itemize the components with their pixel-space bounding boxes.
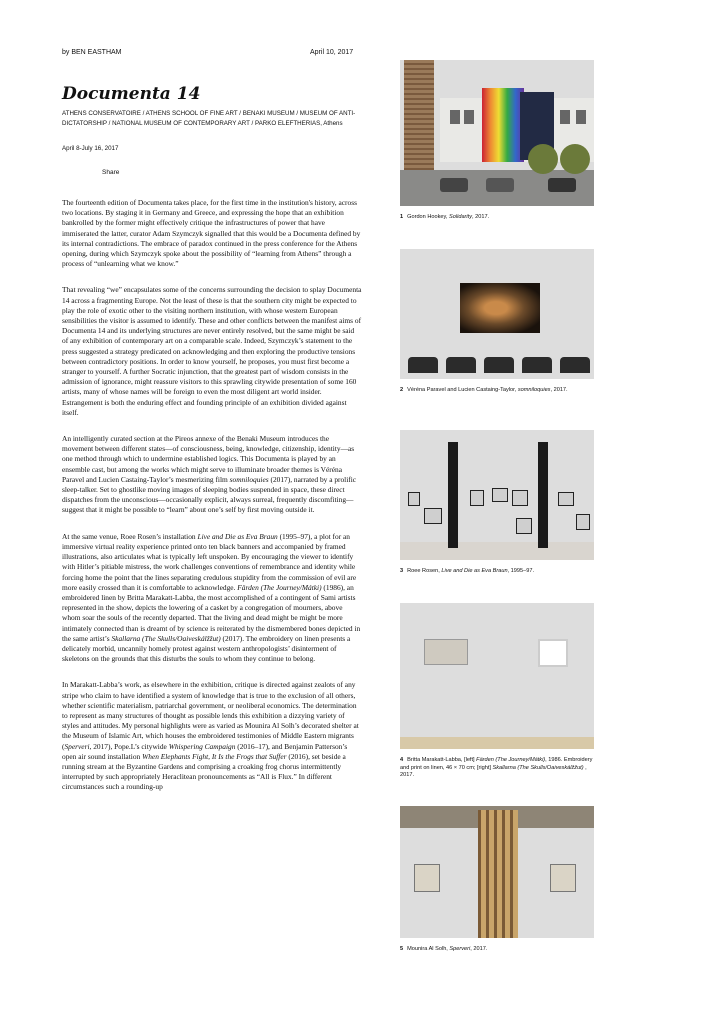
figure-1-image[interactable] <box>400 60 594 206</box>
paragraph-3 <box>62 434 362 516</box>
framed-illustration <box>558 492 574 506</box>
figure-5-caption <box>400 946 594 954</box>
caption-title: Skallarna (The Skulls/Oaiveskálžžut) <box>492 764 584 771</box>
exhibition-dates: April 8-July 16, 2017 <box>62 145 119 152</box>
shelter-structure <box>478 810 518 938</box>
figure-2 <box>400 249 594 395</box>
text-span: (2017). The embroidery on linen presents a delicately morbid, uncannily homely protest against western anthropologists’ disinterment of skeletons on the grounds that this disturbs the souls to whom they continue to belong. <box>62 633 351 664</box>
paragraph-4 <box>62 532 362 665</box>
seat <box>484 357 514 373</box>
work-title: somniloquies <box>229 474 269 484</box>
figure-5 <box>400 806 594 954</box>
tree <box>560 144 590 174</box>
work-title: Whispering Campaign <box>168 741 236 751</box>
text-span: In Marakatt-Labba’s work, as elsewhere in the exhibition, critique is directed against zealots of any stripe who claim to have identified a system of knowledge that is true to the exclusion of all others, whether scientific materialism, patriarchal government, or neoliberal economics. The determination to represent as many structures of thought as possible lends this exhibition a dizzying variety of styles and attitudes. My personal highlights were as varied as Mounira Al Solh’s decorated shelter at the Museum of Islamic Art, which houses the embroidered testimonies of Middle Eastern migrants ( <box>62 680 359 751</box>
work-title: When Elephants Fight, It Is the Frogs that Suffer <box>142 751 287 761</box>
car <box>548 178 576 192</box>
display-case <box>414 864 440 892</box>
text-span: (2017), narrated by a prolific sleep-talker. Set to ghostlike moving images of sleeping bodies suspended in space, these direct dispatches from the unconscious—occasionally explicit, always surreal, frequently discomfiting—suggest that it might be possible to “learn” about one’s self by first moving outside it. <box>62 474 357 515</box>
black-banner <box>448 442 458 548</box>
framed-illustration <box>492 488 508 502</box>
text-span: , 2017), Pope.L’s citywide <box>89 741 169 751</box>
framed-illustration <box>576 514 590 530</box>
work-title: Sperveri <box>64 741 90 751</box>
figure-number: 1 <box>400 214 404 220</box>
window <box>450 110 460 124</box>
caption-text: Britta Marakatt-Labba, [left] <box>407 757 477 763</box>
figure-5-image[interactable] <box>400 806 594 938</box>
figure-number: 5 <box>400 946 404 952</box>
paragraph-2: That revealing “we” encapsulates some of the concerns surrounding the decision to splay Documenta 14 across a fragmenting Europe. Not the least of these is that the southern city might be expected to play the role of exotic other to the visiting northern institution, with whose western European sensibilities the visitor is assumed to identify. These and other conflicts between the manifest aims of Documenta 14 and its underlying structures are never entirely resolved, but the same might be said of any exhibition of contemporary art on a comparable scale. Indeed, Szymczyk’s statement to the press suggested a strategy predicated on acknowledging and then exploring the productive tensions between contradictory positions. In order to know yourself, he proposes, you must first become a stranger to yourself. A further Socratic injunction, that the greatest part of wisdom consists in the admission of ignorance, might reassure visitors to this sprawling citywide presentation of some 160 artists, many of whose names will be foreign to even the most diligent art world insider. Estrangement is both the enduring effect and founding principle of an exhibition divided against itself. <box>62 285 362 417</box>
figure-3-caption <box>400 568 594 576</box>
caption-text: Mounira Al Solh, <box>407 946 450 952</box>
caption-text: , 2017. <box>472 214 490 220</box>
gallery-floor <box>400 737 594 749</box>
window <box>464 110 474 124</box>
seat <box>560 357 590 373</box>
gallery-floor <box>400 542 594 560</box>
publish-date: April 10, 2017 <box>310 49 354 56</box>
caption-text: Véréna Paravel and Lucien Castaing-Taylor, <box>407 387 518 393</box>
black-banner <box>538 442 548 548</box>
framed-illustration <box>516 518 532 534</box>
figure-3 <box>400 430 594 576</box>
share-button[interactable]: Share <box>102 169 120 176</box>
caption-title: Färden (The Journey/Mátki) <box>476 757 546 763</box>
paragraph-5 <box>62 680 362 792</box>
work-title: Färden (The Journey/Mátki) <box>237 582 322 592</box>
figure-3-image[interactable] <box>400 430 594 560</box>
caption-title: Live and Die as Eva Braun <box>441 568 508 574</box>
work-title: Skallarna (The Skulls/Oaiveskálžžut) <box>111 633 221 643</box>
rainbow-mural <box>482 88 524 162</box>
venue-list: ATHENS CONSERVATOIRE / ATHENS SCHOOL OF FINE ART / BENAKI MUSEUM / MUSEUM OF ANTI-DICTATORSHIP / NATIONAL MUSEUM OF CONTEMPORARY ART / PARKO ELEFTHERIAS, Athens <box>62 110 356 127</box>
text-span: (1995–97), a plot for an immersive virtual reality experience printed onto ten black banners and accompanied by framed illustrations, also articulates what is typically left unspoken. By encouraging the viewer to identify with Hitler’s pitiable mistress, the work challenges conventions of remembrance and identity while forcing home the point that the lines separating credulous stupidity from the commission of evil are more easily crossed than it is comfortable to acknowledge. <box>62 531 357 592</box>
display-case <box>550 864 576 892</box>
framed-illustration <box>512 490 528 506</box>
text-span: (1986), an embroidered linen by Britta Marakatt-Labba, the most accomplished of a contingent of Sami artists represented in the show, depicts the lowering of a casket by a congregation of mourners, above whom soar the souls of the recently departed. That the living and dead might be might be more intimately connected than is dreamt of by science is reiterated by the dismembered bones depicted in the same artist’s <box>62 582 361 643</box>
article-body <box>62 198 362 809</box>
text-span: An intelligently curated section at the Pireos annexe of the Benaki Museum introduces the movement between different states—of consciousness, being, knowledge, citizenship, identity—as one method through which to undermine established logics. This Documenta is played by an ensemble cast, but among the works which might serve to illuminate broader themes is Véréna Paravel and Lucien Castaing-Taylor’s mesmerizing film <box>62 434 355 484</box>
figure-2-caption <box>400 387 594 395</box>
window <box>560 110 570 124</box>
seat <box>408 357 438 373</box>
framed-illustration <box>408 492 420 506</box>
caption-text: , 2017. <box>470 946 488 952</box>
caption-text: Roee Rosen, <box>407 568 442 574</box>
caption-text: , 1986. Embroidery and print on linen, 46 × 70 cm; [right] <box>400 757 593 771</box>
figure-4 <box>400 603 594 780</box>
figure-2-image[interactable] <box>400 249 594 379</box>
framed-illustration <box>470 490 484 506</box>
embroidered-linen-right <box>538 639 568 667</box>
caption-title: somniloquies <box>517 387 551 393</box>
work-title: Live and Die as Eva Braun <box>197 531 278 541</box>
figure-number: 2 <box>400 387 404 393</box>
caption-text: , 1995–97. <box>507 568 535 574</box>
caption-text: , 2017. <box>400 764 587 778</box>
seat <box>522 357 552 373</box>
car <box>440 178 468 192</box>
embroidered-linen-left <box>424 639 468 665</box>
figure-1 <box>400 60 594 222</box>
figure-1-caption <box>400 214 594 222</box>
figure-number: 3 <box>400 568 404 574</box>
article-title: Documenta 14 <box>62 84 201 104</box>
seat <box>446 357 476 373</box>
figure-4-caption <box>400 757 594 780</box>
caption-text: , 2017. <box>550 387 568 393</box>
figure-4-image[interactable] <box>400 603 594 749</box>
framed-illustration <box>424 508 442 524</box>
byline: by BEN EASTHAM <box>62 49 122 56</box>
text-span: (2016), set beside a running stream at the Byzantine Gardens and comprising a croaking frog chorus intermittently interrupted by such appropriately Heraclitean pronouncements as “All is Flux.” In different circumstances such a rounding-up <box>62 751 346 792</box>
window <box>576 110 586 124</box>
caption-title: Solidarity <box>449 214 473 220</box>
tree <box>528 144 558 174</box>
paragraph-1: The fourteenth edition of Documenta takes place, for the first time in the institution's history, across two locations. By staging it in Germany and Greece, and expressing the hope that an exhibition bankrolled by the former might effectively critique the infrastructures of power that have immiserated the latter, curator Adam Szymczyk signalled that this would be a Documenta defined by its internal contradictions. The embrace of paradox continued in the press conference for the Athens opening, during which Szymczyk spoke about the possibility of “learning from Athens” through a process of “unlearning what we know.” <box>62 198 361 269</box>
projection-screen <box>460 283 540 333</box>
car <box>486 178 514 192</box>
figure-number: 4 <box>400 757 404 763</box>
caption-text: Gordon Hookey, <box>407 214 449 220</box>
text-span: (2016–17), and Benjamin Patterson’s open air sound installation <box>62 741 348 761</box>
text-span: At the same venue, Roee Rosen’s installation <box>62 531 198 541</box>
caption-title: Sperveri <box>449 946 471 952</box>
